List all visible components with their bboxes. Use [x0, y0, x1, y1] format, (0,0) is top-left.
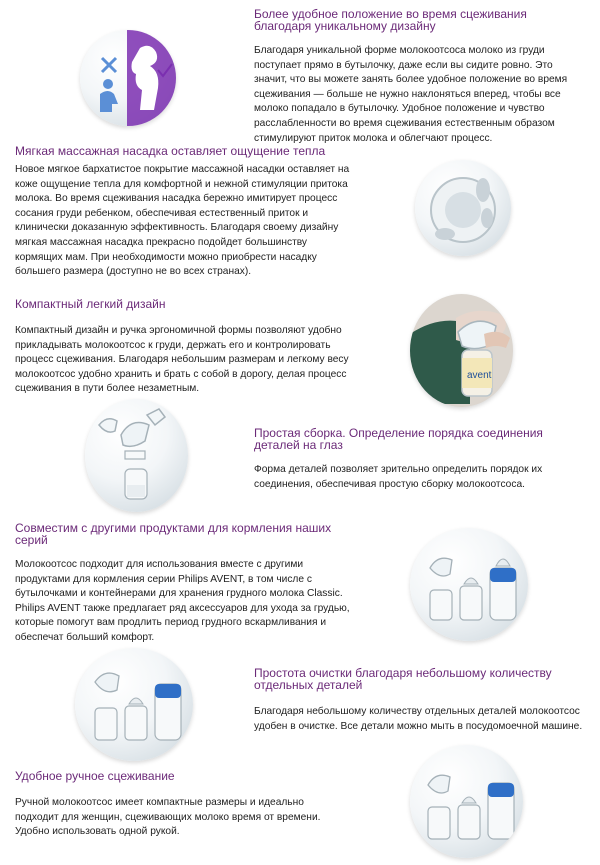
section-compatibility: [15, 522, 360, 646]
section-title: Более удобное положение во время сцеживания благодаря уникальному дизайну: [254, 7, 527, 33]
section-text: Новое мягкое бархатистое покрытие массажной насадки оставляет на коже ощущение тепла для комфортной и нежной стимуляции притока молока. Во время сцеживания насадка бережно имитирует процесс сосания груди ребенком, обеспечивая естественный приток и клинически доказанную эффективность. Благодаря своему дизайну мягкая массажная насадка прекрасно подойдет большинству кормящих мам. При необходимости можно приобрести насадку большего размера (доступно не во всех странах).: [15, 164, 350, 278]
section-text: Благодаря небольшому количеству отдельных деталей молокоотсос удобен в очистке. Все детали можно мыть в посудомоечной машине.: [254, 706, 583, 732]
massage-cushion-image: [415, 160, 511, 256]
section-text: Молокоотсос подходит для использования вместе с другими продуктами для кормления серии Philips AVENT, в том числе с бутылочками и контейнерами для хранения грудного молока Classic. Philips AVENT также предлагает ряд аксессуаров для ухода за грудью, которые помогут вам продлить период грудного вскармливания и обеспечат больший комфорт.: [15, 559, 350, 643]
section-title: Мягкая массажная насадка оставляет ощущение тепла: [15, 144, 326, 158]
manual-pump-set-image: [410, 745, 523, 858]
section-manual-pumping: [15, 770, 335, 840]
avent-logo-text: avent: [467, 370, 492, 381]
section-title: Компактный легкий дизайн: [15, 297, 166, 311]
disassembled-pump-image: [85, 399, 188, 512]
section-text: Форма деталей позволяет зрительно определить порядок их соединения, обеспечивая простую сборку молокоотсоса.: [254, 464, 543, 490]
section-text: Ручной молокоотсос имеет компактные размеры и идеально подходит для женщин, сцеживающих молоко время от времени. Удобно использовать одной рукой.: [15, 797, 321, 838]
section-compact-design: [15, 298, 360, 397]
posture-illustration-image: [80, 30, 176, 126]
section-easy-assembly: [254, 427, 564, 492]
section-massage-cushion: [15, 145, 355, 280]
section-easy-cleaning: [254, 667, 584, 734]
pump-in-hand-image: [410, 294, 513, 407]
section-title: Совместим с другими продуктами для кормления наших серий: [15, 521, 332, 547]
compatible-products-image: [410, 528, 528, 641]
section-text: Компактный дизайн и ручка эргономичной формы позволяют удобно прикладывать молокоотсос к груди, держать его и контролировать процесс сцеживания. Благодаря небольшим размерам и легкому весу молокоотсос удобно хранить и брать с собой в дорогу, делая процесс сцеживания в пути более незаметным.: [15, 325, 349, 395]
section-posture: [254, 8, 584, 146]
cleaning-parts-image: [75, 648, 193, 761]
section-text: Благодаря уникальной форме молокоотсоса молоко из груди поступает прямо в бутылочку, даже если вы сидите ровно. Это значит, что вы можете занять более удобное положение во время сцеживания — больше не нужно наклоняться вперед, чтобы все молоко попадало в бутылочку. Удобное положение и чувство расслабленности во время сцеживания естественным образом стимулируют приток молока и облегчают процесс.: [254, 45, 568, 144]
section-title: Простота очистки благодаря небольшому количеству отдельных деталей: [254, 666, 552, 692]
section-title: Простая сборка. Определение порядка соединения деталей на глаз: [254, 426, 543, 452]
section-title: Удобное ручное сцеживание: [15, 769, 175, 783]
